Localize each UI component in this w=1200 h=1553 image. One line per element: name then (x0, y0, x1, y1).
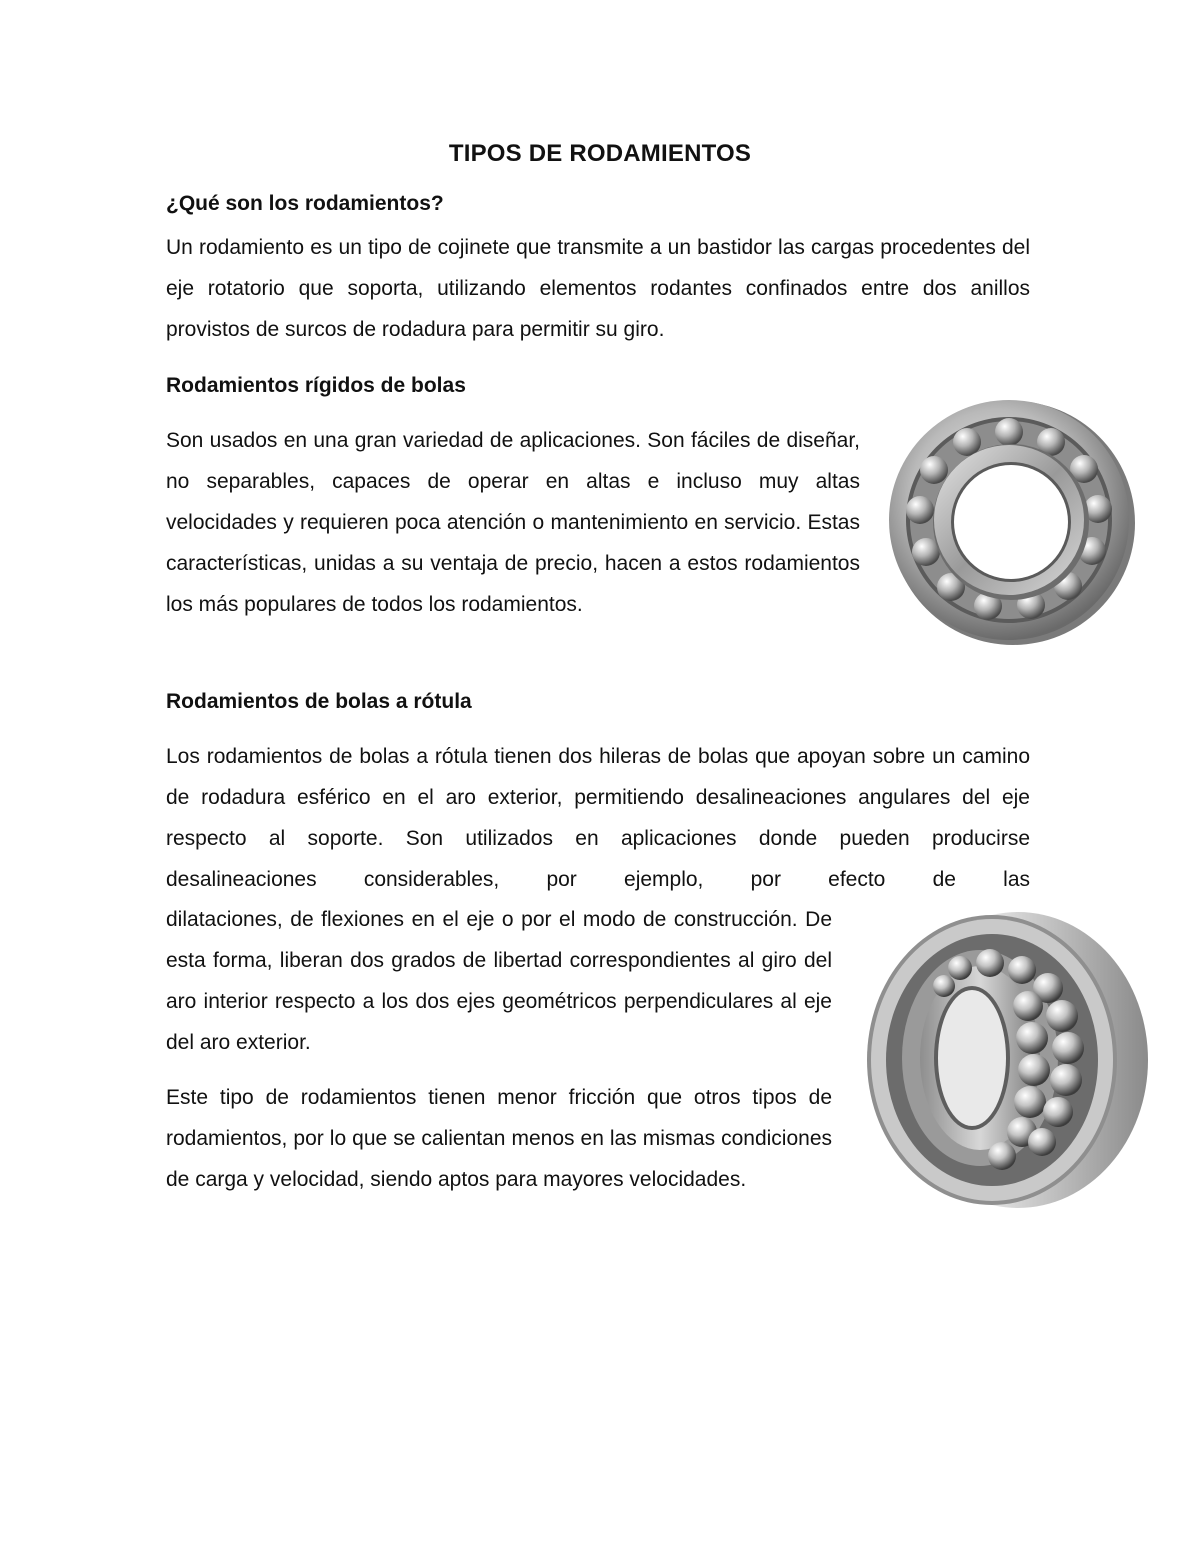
paragraph-deep-groove: Son usados en una gran variedad de aplicaciones. Son fáciles de diseñar, no separables, capaces de operar en altas e incluso muy altas velocidades y requieren poca atención o mantenimiento en servicio. Estas características, unidas a su ventaja de precio, hacen a estos rodamientos los más populares de todos los rodamientos. (166, 429, 860, 616)
section-heading-what-are-bearings: ¿Qué son los rodamientos? (166, 192, 444, 215)
page-title: TIPOS DE RODAMIENTOS (448, 140, 752, 167)
deep-groove-bearing-svg (880, 392, 1142, 654)
paragraph-self-aligning-2: dilataciones, de flexiones en el eje o por el modo de construcción. De esta forma, liberan dos grados de libertad correspondientes al giro del aro interior respecto a los dos ejes geométricos perpendiculares al eje del aro exterior. (166, 908, 832, 1054)
section-heading-deep-groove: Rodamientos rígidos de bolas (166, 374, 466, 397)
paragraph-self-aligning-1: Los rodamientos de bolas a rótula tienen dos hileras de bolas que apoyan sobre un camino de rodadura esférico en el aro exterior, permitiendo desalineaciones angulares del eje respecto al soporte. Son utilizados en aplicaciones donde pueden producirse desalineaciones considerables, por ejemplo, por efecto de las (166, 745, 1030, 891)
paragraph-definition: Un rodamiento es un tipo de cojinete que transmite a un bastidor las cargas procedentes del eje rotatorio que soporta, utilizando elementos rodantes confinados entre dos anillos provistos de surcos de rodadura para permitir su giro. (166, 236, 1030, 341)
deep-groove-ball-bearing-image (880, 392, 1142, 654)
self-aligning-bearing-svg (862, 908, 1154, 1216)
self-aligning-ball-bearing-image (862, 908, 1154, 1216)
paragraph-self-aligning-3: Este tipo de rodamientos tienen menor fricción que otros tipos de rodamientos, por lo que se calientan menos en las mismas condiciones de carga y velocidad, siendo aptos para mayores velocidades. (166, 1086, 832, 1191)
section-heading-self-aligning: Rodamientos de bolas a rótula (166, 690, 472, 713)
